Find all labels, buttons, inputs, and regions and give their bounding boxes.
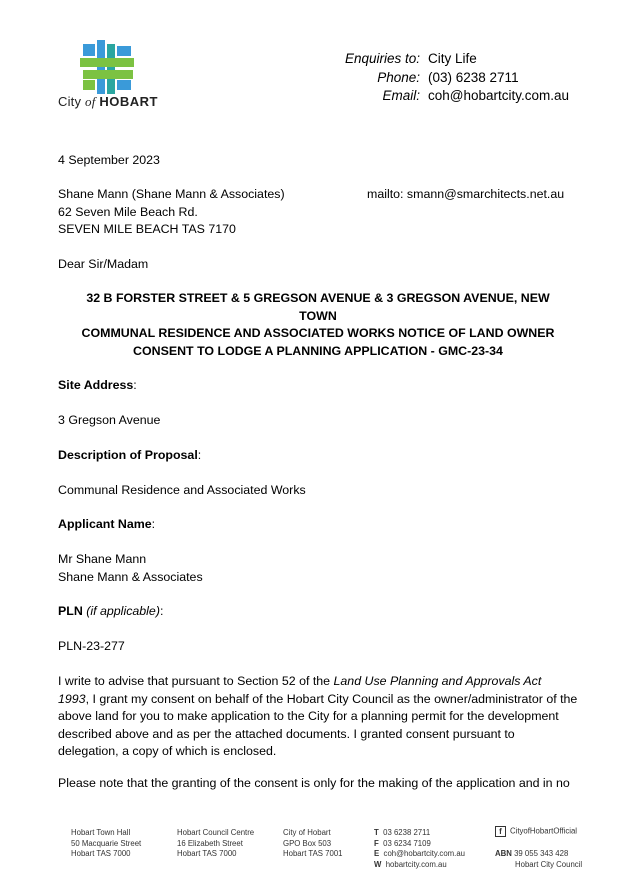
footer-town-hall: Hobart Town Hall 50 Macquarie Street Hobart TAS 7000 (71, 828, 142, 858)
letter-heading: 32 B FORSTER STREET & 5 GREGSON AVENUE & 3 GREGSON AVENUE, NEW TOWN COMMUNAL RESIDENCE AND ASSOCIATED WORKS NOTICE OF LAND OWNER CONSENT TO LODGE A PLANNING APPLICATION - GMC-23-34 (81, 291, 555, 358)
pln-value: PLN-23-277 (58, 639, 125, 653)
footer-contact: T 03 6238 2711 F 03 6234 7109 E coh@hobartcity.com.au W hobartcity.com.au (374, 828, 465, 869)
body-paragraph-1: I write to advise that pursuant to Section 52 of the Land Use Planning and Approvals Act 1993, I grant my consent on behalf of the Hobart City Council as the owner/administrator of the above land for you to make application to the City for a planning permit for the development described above and as per the attached documents. I granted consent pursuant to delegation, a copy of which is enclosed. (58, 674, 578, 758)
description-value: Communal Residence and Associated Works (58, 483, 306, 497)
email-link[interactable]: coh@hobartcity.com.au (428, 88, 570, 103)
city-of-hobart-logo-icon (80, 40, 138, 94)
enquiries-values: City Life (03) 6238 2711 coh@hobartcity.com.au (428, 50, 569, 106)
recipient-mailto[interactable]: mailto: smann@smarchitects.net.au (367, 187, 565, 201)
footer-postal: City of Hobart GPO Box 503 Hobart TAS 7001 (283, 828, 343, 858)
footer-social[interactable]: f CityofHobartOfficial (495, 826, 577, 837)
recipient-address: Shane Mann (Shane Mann & Associates) 62 Seven Mile Beach Rd. SEVEN MILE BEACH TAS 7170 (58, 187, 285, 236)
site-address-value: 3 Gregson Avenue (58, 413, 161, 427)
logo-wordmark: City of HOBART (58, 94, 158, 109)
pln-label: PLN (if applicable): (58, 604, 164, 618)
letter-date: 4 September 2023 (58, 153, 160, 167)
footer-abn: ABN 39 055 343 428 Hobart City Council (495, 849, 583, 869)
site-address-label: Site Address: (58, 378, 137, 392)
facebook-icon: f (495, 826, 506, 837)
applicant-value: Mr Shane Mann Shane Mann & Associates (58, 552, 203, 584)
applicant-label: Applicant Name: (58, 517, 156, 531)
footer-council-centre: Hobart Council Centre 16 Elizabeth Street Hobart TAS 7000 (177, 828, 255, 858)
description-label: Description of Proposal: (58, 448, 202, 462)
salutation: Dear Sir/Madam (58, 257, 149, 271)
enquiries-labels: Enquiries to: Phone: Email: (344, 51, 420, 103)
body-paragraph-2: Please note that the granting of the consent is only for the making of the application and in no (58, 776, 570, 790)
